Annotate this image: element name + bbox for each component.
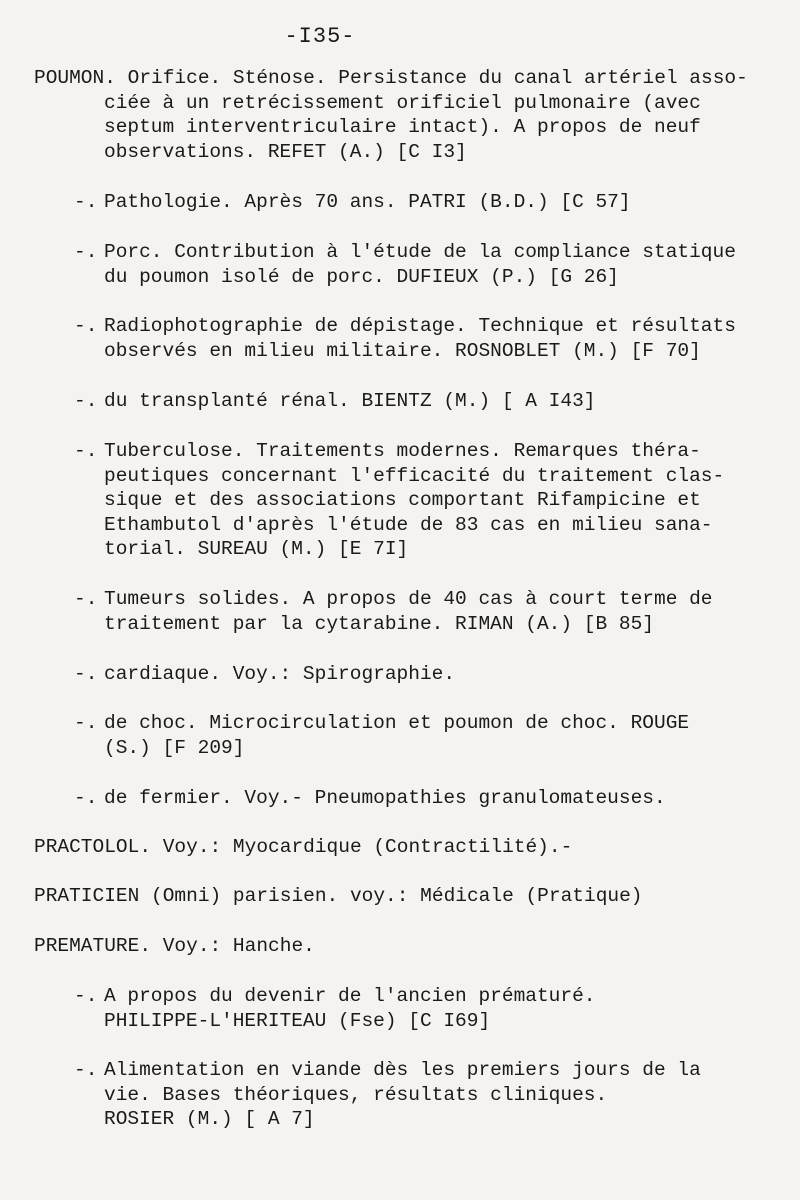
entry-line: observés en milieu militaire. ROSNOBLET (M.) [F 70] — [104, 339, 701, 362]
entry-line: de choc. Microcirculation et poumon de choc. ROUGE — [104, 712, 690, 734]
entry-line: Alimentation en viande dès les premiers jours de la — [104, 1059, 701, 1081]
entry-dash: -. — [74, 663, 98, 685]
entry-line: Ethambutol d'après l'étude de 83 cas en milieu sana- — [104, 513, 713, 536]
index-entry-poumon — [34, 66, 774, 164]
entry-line: Tuberculose. Traitements modernes. Remarques théra- — [104, 440, 701, 462]
entry-line: ROSIER (M.) [ A 7] — [104, 1108, 315, 1131]
sub-entry-cardiaque — [74, 662, 774, 687]
entry-line: vie. Bases théoriques, résultats cliniques. — [104, 1083, 608, 1106]
entry-dash: -. — [74, 787, 98, 809]
page-number: -I35- — [284, 24, 356, 49]
entry-line: observations. REFET (A.) [C I3] — [104, 140, 467, 163]
sub-entry-choc — [74, 711, 774, 760]
entry-dash: -. — [74, 315, 98, 337]
entry-dash: -. — [74, 588, 98, 610]
entry-dash: -. — [74, 985, 98, 1007]
entry-line: PRACTOLOL. Voy.: Myocardique (Contractilité).- — [34, 836, 573, 858]
entry-line: septum interventriculaire intact). A propos de neuf — [104, 116, 701, 139]
entry-line: du transplanté rénal. BIENTZ (M.) [ A I43] — [104, 390, 596, 412]
entry-dash: -. — [74, 241, 98, 263]
entry-dash: -. — [74, 390, 98, 412]
entry-line: Tumeurs solides. A propos de 40 cas à court terme de — [104, 588, 713, 610]
entry-line: PREMATURE. Voy.: Hanche. — [34, 935, 315, 957]
entry-line: peutiques concernant l'efficacité du traitement clas- — [104, 464, 725, 487]
sub-entry-pathologie — [74, 190, 774, 215]
entry-line: cardiaque. Voy.: Spirographie. — [104, 663, 456, 685]
sub-entry-transplante — [74, 389, 774, 414]
sub-entry-porc — [74, 240, 774, 289]
entry-line: Pathologie. Après 70 ans. PATRI (B.D.) [C 57] — [104, 191, 631, 213]
entry-line: torial. SUREAU (M.) [E 7I] — [104, 538, 409, 561]
index-entry-praticien — [34, 884, 774, 909]
entry-line: traitement par la cytarabine. RIMAN (A.) [B 85] — [104, 612, 654, 635]
sub-entry-tumeurs — [74, 587, 774, 636]
sub-entry-radiophotographie — [74, 314, 774, 363]
sub-entry-alimentation — [74, 1058, 774, 1132]
entry-line: A propos du devenir de l'ancien prématuré. — [104, 985, 596, 1007]
entry-dash: -. — [74, 191, 98, 213]
entry-line: PRATICIEN (Omni) parisien. voy.: Médicale (Pratique) — [34, 885, 643, 907]
entry-dash: -. — [74, 1059, 98, 1081]
entry-line: Radiophotographie de dépistage. Technique et résultats — [104, 315, 736, 337]
sub-entry-fermier — [74, 786, 774, 811]
index-entry-premature — [34, 934, 774, 959]
entry-line: POUMON. Orifice. Sténose. Persistance du canal artériel asso- — [34, 67, 748, 89]
entry-dash: -. — [74, 440, 98, 462]
sub-entry-devenir — [74, 984, 774, 1033]
entry-line: de fermier. Voy.- Pneumopathies granulomateuses. — [104, 787, 666, 809]
index-entry-practolol — [34, 835, 774, 860]
entry-line: PHILIPPE-L'HERITEAU (Fse) [C I69] — [104, 1009, 491, 1032]
entry-line: ciée à un retrécissement orificiel pulmonaire (avec — [104, 91, 701, 114]
entry-line: sique et des associations comportant Rifampicine et — [104, 489, 701, 512]
entry-line: (S.) [F 209] — [104, 736, 245, 759]
entry-line: du poumon isolé de porc. DUFIEUX (P.) [G 26] — [104, 265, 619, 288]
sub-entry-tuberculose — [74, 439, 774, 562]
entry-line: Porc. Contribution à l'étude de la compliance statique — [104, 241, 736, 263]
entry-dash: -. — [74, 712, 98, 734]
